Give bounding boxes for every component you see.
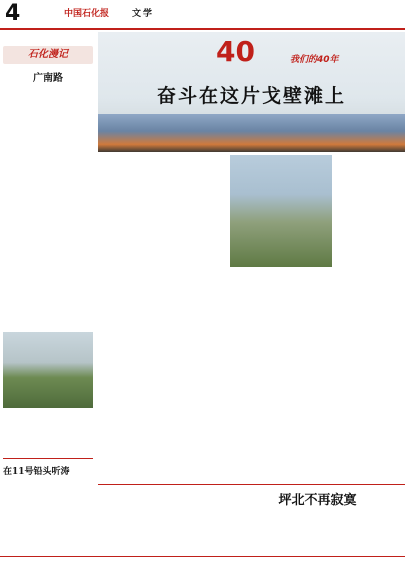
feature-body-column	[98, 155, 230, 535]
section-divider	[3, 458, 93, 459]
left-photo-caption	[3, 410, 93, 420]
left-column	[0, 32, 96, 538]
section-divider	[98, 484, 405, 485]
feature-body-column-right	[334, 155, 405, 535]
section-name: 文学	[132, 9, 155, 19]
page-number: 4	[5, 1, 21, 26]
poems-heading: 在11号铅头听涛	[3, 467, 70, 477]
lower-story-title: 坪北不再寂寞	[278, 493, 357, 508]
anniversary-number: 40	[216, 35, 255, 68]
feature-photo	[230, 155, 332, 267]
column-rubric: 石化漫记	[3, 46, 93, 64]
page-footer	[0, 556, 405, 575]
anniversary-logo	[216, 35, 290, 72]
left-article-title: 广南路	[33, 73, 63, 84]
paper-name: 中国石化报	[64, 9, 110, 19]
feature-banner	[98, 32, 405, 152]
feature-headline: 奋斗在这片戈壁滩上	[156, 85, 346, 107]
oilfield-photo	[98, 114, 405, 152]
left-photo	[3, 332, 93, 408]
feature-photo-caption	[230, 268, 332, 276]
anniversary-tagline: 我们的40年	[290, 55, 339, 65]
masthead	[0, 0, 405, 30]
